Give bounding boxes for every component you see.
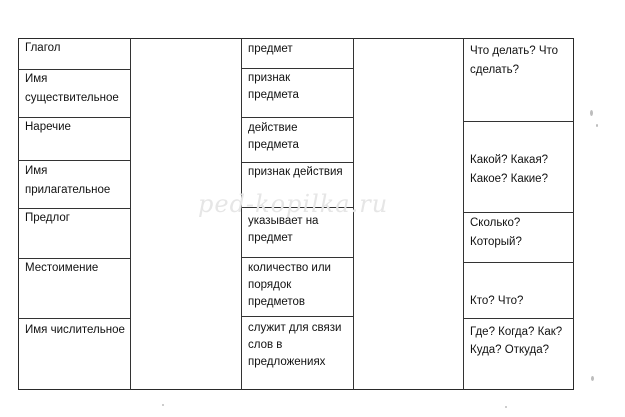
row-divider (463, 121, 574, 122)
meaning-object: предмет (248, 43, 293, 55)
row-divider (241, 162, 353, 163)
questions-verb: Что делать? Что сделать? (470, 45, 559, 76)
row-divider (241, 68, 353, 69)
part-of-speech-numeral: Имя числительное (25, 324, 125, 336)
part-of-speech-verb: Глагол (25, 42, 61, 54)
row-divider (463, 262, 574, 263)
questions-adjective: Какой? Какая? Какое? Какие? (470, 154, 549, 185)
part-of-speech-adjective: Имя прилагательное (25, 165, 111, 196)
meaning-quantity-order: количество или порядок предметов (248, 262, 331, 308)
row-divider (241, 117, 353, 118)
row-divider (18, 117, 130, 118)
meaning-action-attribute: признак действия (248, 166, 343, 178)
scan-speck (590, 110, 593, 116)
questions-numeral: Сколько? Который? (470, 217, 522, 248)
meaning-object-action: действие предмета (248, 122, 299, 151)
scan-speck (591, 376, 594, 381)
watermark: ped-kopilka.ru (198, 190, 389, 218)
part-of-speech-noun: Имя существительное (25, 73, 119, 104)
scan-speck (162, 404, 164, 406)
row-divider (18, 258, 130, 259)
meaning-connects-words: служит для связи слов в предложениях (248, 322, 342, 368)
row-divider (241, 316, 353, 317)
questions-adverb: Где? Когда? Как? Куда? Откуда? (470, 326, 563, 356)
row-divider (18, 208, 130, 209)
meaning-points-to-object: указывает на предмет (248, 215, 319, 244)
column-divider (463, 38, 464, 390)
row-divider (241, 257, 353, 258)
row-divider (463, 318, 574, 319)
part-of-speech-adverb: Наречие (25, 121, 71, 133)
meaning-object-attribute: признак предмета (248, 72, 299, 101)
scan-speck (505, 406, 507, 408)
column-divider (130, 38, 131, 390)
row-divider (18, 160, 130, 161)
part-of-speech-pronoun: Местоимение (25, 262, 99, 274)
part-of-speech-preposition: Предлог (25, 212, 70, 224)
questions-noun: Кто? Что? (470, 295, 524, 307)
scan-speck (596, 124, 598, 127)
row-divider (463, 212, 574, 213)
row-divider (18, 318, 130, 319)
